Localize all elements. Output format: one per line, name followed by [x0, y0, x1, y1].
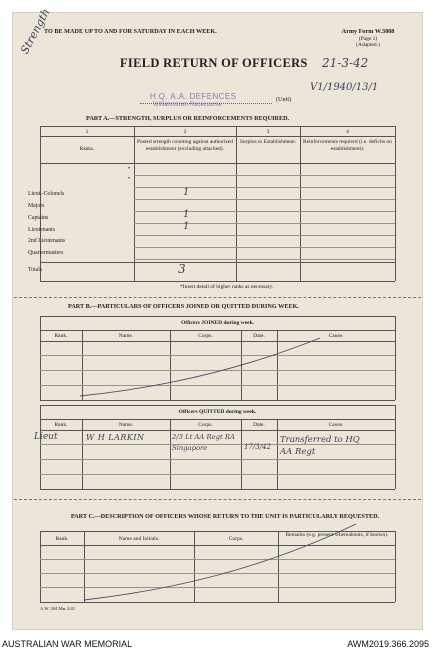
part-c-col-corps: Corps.: [228, 536, 244, 542]
rank-bullet: •: [128, 175, 131, 182]
quitted-title-rule: [40, 419, 395, 420]
part-a-header-rule: [40, 163, 395, 164]
quitted-col-date: Date.: [253, 422, 265, 428]
part-c-col-rank: Rank.: [55, 536, 69, 542]
col-number-1: 1: [85, 129, 89, 135]
part-b-heading: PART B.—PARTICULARS OF OFFICERS JOINED OR QUITTED DURING WEEK.: [68, 303, 299, 310]
handwritten-date: 21-3-42: [322, 56, 369, 70]
quitted-corps-entry: 2/3 Lt AA Regt RA Singapore: [172, 433, 235, 452]
part-c-col-remarks: Remarks (e.g. present whereabouts, if known).: [285, 532, 389, 538]
part-a-col-divider-3: [300, 126, 301, 281]
totals-rule: [40, 262, 395, 263]
nil-strike-line: [40, 520, 395, 602]
part-b-top-rule: [40, 316, 395, 317]
quitted-bottom-rule: [40, 489, 395, 490]
part-a-heading: PART A.—STRENGTH, SURPLUS OR REINFORCEMENTS REQUIRED.: [86, 115, 290, 122]
totals-label: Totals: [28, 267, 43, 273]
quitted-header-rule: [40, 430, 395, 431]
margin-annotation: Strength: [18, 6, 53, 57]
quitted-col-rank: Rank.: [54, 422, 68, 428]
col-header-posted: Posted strength counting against authorized establishment (excluding attached).: [137, 139, 233, 152]
posted-majors: 1: [183, 187, 190, 198]
joined-right-border: [395, 316, 396, 400]
footer-accession-number: AWM2019.366.2095: [347, 639, 429, 649]
part-a-bottom-rule: [40, 281, 395, 282]
joined-col-rank: Rank.: [54, 333, 68, 339]
form-page: (Page 1): [358, 36, 378, 42]
posted-captains: 1: [183, 209, 190, 220]
col-number-4: 4: [346, 129, 349, 135]
part-c-right-border: [395, 531, 396, 602]
quitted-cause-entry: Transferred to HQ AA Regt: [280, 435, 360, 457]
ruled-line: [134, 259, 395, 260]
quitted-col-name: Name.: [118, 422, 134, 428]
rank-label: 2nd Lieutenants: [28, 238, 66, 244]
quitted-col-divider: [170, 419, 171, 489]
ruled-line: [134, 235, 395, 236]
ruled-line: [134, 211, 395, 212]
perforation-line-1: [14, 297, 421, 298]
quitted-col-cause: Cause.: [328, 422, 344, 428]
part-c-col-name: Name and Initials.: [118, 536, 160, 542]
joined-bottom-rule: [40, 400, 395, 401]
handwritten-reference: V1/1940/13/1: [310, 82, 379, 93]
quitted-date-entry: 17/3/42: [244, 443, 271, 451]
unit-stamp-line1: H.Q. A.A. DEFENCES: [150, 92, 237, 101]
printer-imprint: A.W. 304 Mar 2/41: [40, 606, 75, 611]
nil-strike-line: [40, 330, 395, 400]
part-c-heading: PART C.—DESCRIPTION OF OFFICERS WHOSE RETURN TO THE UNIT IS PARTICULARLY REQUESTED.: [70, 513, 380, 520]
form-adapted: (Adapted.): [356, 42, 380, 48]
col-number-2: 2: [183, 129, 187, 135]
quitted-top-rule: [40, 405, 395, 406]
part-a-col-divider-1: [134, 126, 135, 281]
form-number: Army Form W.3008: [341, 28, 395, 35]
perforation-line-2: [14, 499, 421, 500]
col-number-3: 3: [266, 129, 270, 135]
joined-col-name: Name.: [118, 333, 134, 339]
ruled-line: [134, 175, 395, 176]
col-header-surplus: Surplus to Establishment.: [239, 139, 297, 145]
rank-label: Majors: [28, 203, 45, 209]
totals-value: 3: [178, 262, 186, 276]
joined-title: Officers JOINED during week.: [180, 320, 255, 326]
rank-label: Captains: [28, 215, 49, 221]
ruled-line: [40, 459, 395, 460]
posted-lieutenants: 1: [183, 221, 190, 232]
archive-footer: [0, 632, 433, 653]
form-title: FIELD RETURN OF OFFICERS: [120, 56, 308, 70]
joined-col-date: Date.: [253, 333, 265, 339]
ruled-line: [134, 187, 395, 188]
col-header-reinforcements: Reinforcements required (i.e. deficits on establishment).: [303, 139, 392, 152]
part-a-footnote: *Insert detail of higher ranks as necessary.: [180, 284, 274, 290]
unit-label: (Unit): [276, 96, 292, 103]
quitted-rank-entry: Lieut: [34, 432, 58, 442]
part-a-right-border: [395, 126, 396, 281]
rank-label: Lieut.-Colonels: [28, 191, 65, 197]
rank-bullet: •: [128, 165, 131, 172]
unit-line: [140, 103, 272, 104]
joined-col-corps: Corps.: [198, 333, 213, 339]
part-a-col-divider-2: [236, 126, 237, 281]
quitted-col-divider: [82, 419, 83, 489]
joined-col-cause: Cause.: [328, 333, 344, 339]
footer-institution: AUSTRALIAN WAR MEMORIAL: [2, 639, 133, 649]
quitted-col-corps: Corps.: [198, 422, 213, 428]
quitted-name-entry: W H LARKIN: [86, 433, 145, 442]
quitted-left-border: [40, 405, 41, 489]
quitted-title: Officers QUITTED during week.: [178, 409, 257, 415]
quitted-col-divider: [277, 419, 278, 489]
part-a-num-rule: [40, 136, 395, 137]
part-a-top-rule: [40, 126, 395, 127]
ruled-line: [40, 474, 395, 475]
header-instruction: TO BE MADE UP TO AND FOR SATURDAY IN EACH WEEK.: [44, 28, 217, 35]
quitted-right-border: [395, 405, 396, 489]
part-c-bottom-rule: [40, 602, 395, 603]
unit-stamp-line2: Williamstown Racecourse: [153, 102, 222, 108]
ruled-line: [134, 223, 395, 224]
ruled-line: [134, 199, 395, 200]
rank-label: Quartermasters: [28, 250, 64, 256]
ruled-line: [134, 247, 395, 248]
rank-label: Lieutenants: [28, 227, 56, 233]
quitted-col-divider: [241, 419, 242, 489]
col-header-ranks: Ranks.: [79, 146, 95, 152]
